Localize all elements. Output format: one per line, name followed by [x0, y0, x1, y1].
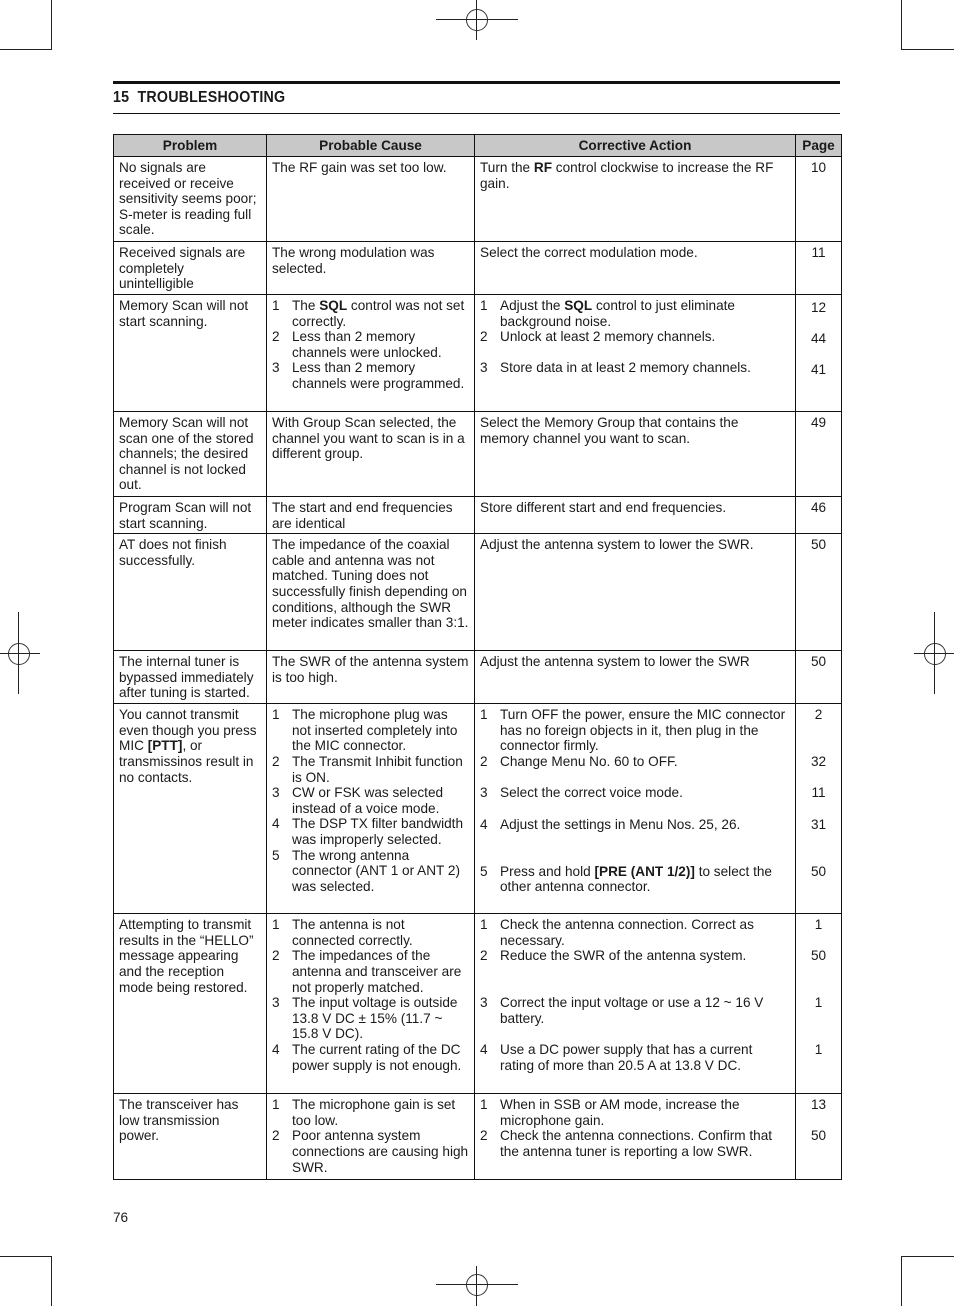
- section-title: [113, 89, 285, 107]
- problem-cell: Attempting to transmit results in the “HELLO” message appearing and the reception mode being restored.: [114, 914, 267, 1094]
- page-cell: 12 44 41: [796, 295, 842, 412]
- crop-mark: [901, 1256, 902, 1306]
- page-cell: 50: [796, 534, 842, 651]
- action-cell: Adjust the antenna system to lower the SWR.: [475, 534, 796, 651]
- page-cell: 1 50 1 1: [796, 914, 842, 1094]
- problem-cell: Program Scan will not start scanning.: [114, 497, 267, 534]
- cause-cell: With Group Scan selected, the channel you want to scan is in a different group.: [267, 412, 475, 497]
- action-cell: [475, 704, 796, 914]
- registration-mark: [0, 653, 40, 654]
- registration-mark: [924, 643, 946, 665]
- cause-cell: The RF gain was set too low.: [267, 157, 475, 242]
- table-row: [114, 534, 842, 651]
- crop-mark: [51, 0, 52, 50]
- registration-mark: [466, 9, 488, 31]
- problem-cell: No signals are received or receive sensitivity seems poor; S-meter is reading full scale.: [114, 157, 267, 242]
- cause-item: 3 CW or FSK was selected instead of a voice mode.: [272, 785, 444, 816]
- crop-mark: [51, 1256, 52, 1306]
- page-cell: 2 32 11 31 50: [796, 704, 842, 914]
- cause-cell: [267, 1094, 475, 1180]
- cause-item: 3 The input voltage is outside 13.8 V DC ± 15% (11.7 ~ 15.8 V DC).: [272, 995, 458, 1042]
- action-item: 2 Check the antenna connections. Confirm that the antenna tuner is reporting a low SWR.: [480, 1128, 773, 1159]
- problem-cell: Received signals are completely unintelligible: [114, 242, 267, 295]
- cause-item: 3 Less than 2 memory channels were programmed.: [272, 360, 465, 391]
- page-cell: 50: [796, 651, 842, 704]
- table-header-row: [114, 135, 842, 157]
- cause-cell: The wrong modulation was selected.: [267, 242, 475, 295]
- cause-cell: The start and end frequencies are identical: [267, 497, 475, 534]
- key-name: [PRE (ANT 1/2)]: [594, 863, 695, 879]
- cause-item: 2 Less than 2 memory channels were unlocked.: [272, 329, 442, 360]
- crop-mark: [901, 0, 902, 50]
- action-item: 4 Use a DC power supply that has a current rating of more than 20.5 A at 13.8 V DC.: [480, 1041, 753, 1073]
- page-cell: 11: [796, 242, 842, 295]
- problem-cell: AT does not finish successfully.: [114, 534, 267, 651]
- table-row: [114, 497, 842, 534]
- crop-mark: [0, 1256, 52, 1257]
- cause-item: 2 Poor antenna system connections are causing high SWR.: [272, 1128, 469, 1175]
- header-page: Page: [796, 135, 842, 157]
- registration-mark: [436, 19, 518, 20]
- table-row: [114, 704, 842, 914]
- table-row: [114, 412, 842, 497]
- problem-cell: Memory Scan will not scan one of the stored channels; the desired channel is not locked out.: [114, 412, 267, 497]
- problem-cell: Memory Scan will not start scanning.: [114, 295, 267, 412]
- table-row: [114, 242, 842, 295]
- table-row: [114, 157, 842, 242]
- page-cell: 49: [796, 412, 842, 497]
- section-title-text: TROUBLESHOOTING: [137, 89, 286, 106]
- registration-mark: [476, 0, 477, 40]
- control-name: SQL: [319, 298, 348, 313]
- action-cell: Select the Memory Group that contains the memory channel you want to scan.: [475, 412, 796, 497]
- action-item: 3 Correct the input voltage or use a 12 ~ 16 V battery.: [480, 995, 764, 1026]
- action-item: 5 Press and hold [PRE (ANT 1/2)] to select the other antenna connector.: [480, 863, 772, 895]
- action-item: 4 Adjust the settings in Menu Nos. 25, 26.: [480, 816, 741, 832]
- section-number: 15: [113, 89, 130, 106]
- registration-mark: [476, 1266, 477, 1306]
- action-cell: [475, 295, 796, 412]
- cause-item: 4 The DSP TX filter bandwidth was improperly selected.: [272, 816, 464, 847]
- cause-item: 2 The impedances of the antenna and transceiver are not properly matched.: [272, 948, 462, 995]
- action-item: 1 Adjust the SQL control to just eliminate background noise.: [480, 298, 735, 329]
- cause-item: 5 The wrong antenna connector (ANT 1 or ANT 2) was selected.: [272, 847, 460, 894]
- cause-cell: The impedance of the coaxial cable and antenna was not matched. Tuning does not successfully finish depending on conditions, although the SWR meter indicates smaller than 3:1.: [267, 534, 475, 651]
- action-cell: Store different start and end frequencies.: [475, 497, 796, 534]
- action-cell: Select the correct modulation mode.: [475, 242, 796, 295]
- header-corrective-action: Corrective Action: [475, 135, 796, 157]
- cause-cell: [267, 914, 475, 1094]
- page-cell: 10: [796, 157, 842, 242]
- control-name: SQL: [564, 298, 593, 313]
- action-item: 2 Change Menu No. 60 to OFF.: [480, 753, 678, 769]
- crop-mark: [0, 49, 52, 50]
- cause-cell: The SWR of the antenna system is too high.: [267, 651, 475, 704]
- problem-cell: The internal tuner is bypassed immediately after tuning is started.: [114, 651, 267, 704]
- action-item: 3 Select the correct voice mode.: [480, 785, 683, 801]
- action-text: Turn the: [480, 160, 534, 175]
- troubleshooting-table: [113, 134, 842, 1180]
- registration-mark: [8, 643, 30, 665]
- table-row: [114, 1094, 842, 1180]
- page-cell: 46: [796, 497, 842, 534]
- table-row: [114, 651, 842, 704]
- control-name: RF: [533, 160, 553, 175]
- registration-mark: [466, 1274, 488, 1296]
- crop-mark: [901, 49, 954, 50]
- cause-item: 1 The SQL control was not set correctly.: [272, 298, 465, 329]
- action-item: 1 Turn OFF the power, ensure the MIC connector has no foreign objects in it, then plug in the connector firmly.: [480, 707, 786, 754]
- crop-mark: [901, 1256, 954, 1257]
- table-row: [114, 295, 842, 412]
- page-number: 76: [113, 1210, 129, 1225]
- problem-cell: The transceiver has low transmission power.: [114, 1094, 267, 1180]
- registration-mark: [436, 1284, 518, 1285]
- header-rule: [113, 81, 840, 84]
- key-name: [PTT]: [147, 738, 183, 754]
- header-problem: Problem: [114, 135, 267, 157]
- registration-mark: [914, 653, 954, 654]
- header-underline: [113, 113, 840, 114]
- action-cell: [475, 1094, 796, 1180]
- cause-item: 4 The current rating of the DC power supply is not enough.: [272, 1041, 462, 1073]
- action-text: control clockwise to increase the RF gain.: [480, 160, 774, 191]
- table-row: [114, 914, 842, 1094]
- action-cell: Adjust the antenna system to lower the SWR: [475, 651, 796, 704]
- action-item: 1 When in SSB or AM mode, increase the microphone gain.: [480, 1097, 740, 1128]
- header-probable-cause: Probable Cause: [267, 135, 475, 157]
- cause-item: 2 The Transmit Inhibit function is ON.: [272, 753, 463, 785]
- page-cell: 13 50: [796, 1094, 842, 1180]
- action-item: 1 Check the antenna connection. Correct as necessary.: [480, 917, 754, 948]
- action-item: 2 Unlock at least 2 memory channels.: [480, 329, 716, 345]
- action-item: 2 Reduce the SWR of the antenna system.: [480, 948, 747, 964]
- action-item: 3 Store data in at least 2 memory channels.: [480, 360, 751, 376]
- cause-item: 1 The antenna is not connected correctly.: [272, 917, 413, 948]
- cause-item: 1 The microphone gain is set too low.: [272, 1097, 456, 1128]
- cause-item: 1 The microphone plug was not inserted completely into the MIC connector.: [272, 707, 458, 754]
- cause-cell: [267, 704, 475, 914]
- problem-cell: You cannot transmit even though you press MIC [PTT], or transmissinos result in no contacts.: [114, 704, 267, 914]
- cause-cell: [267, 295, 475, 412]
- action-cell: [475, 157, 796, 242]
- action-cell: [475, 914, 796, 1094]
